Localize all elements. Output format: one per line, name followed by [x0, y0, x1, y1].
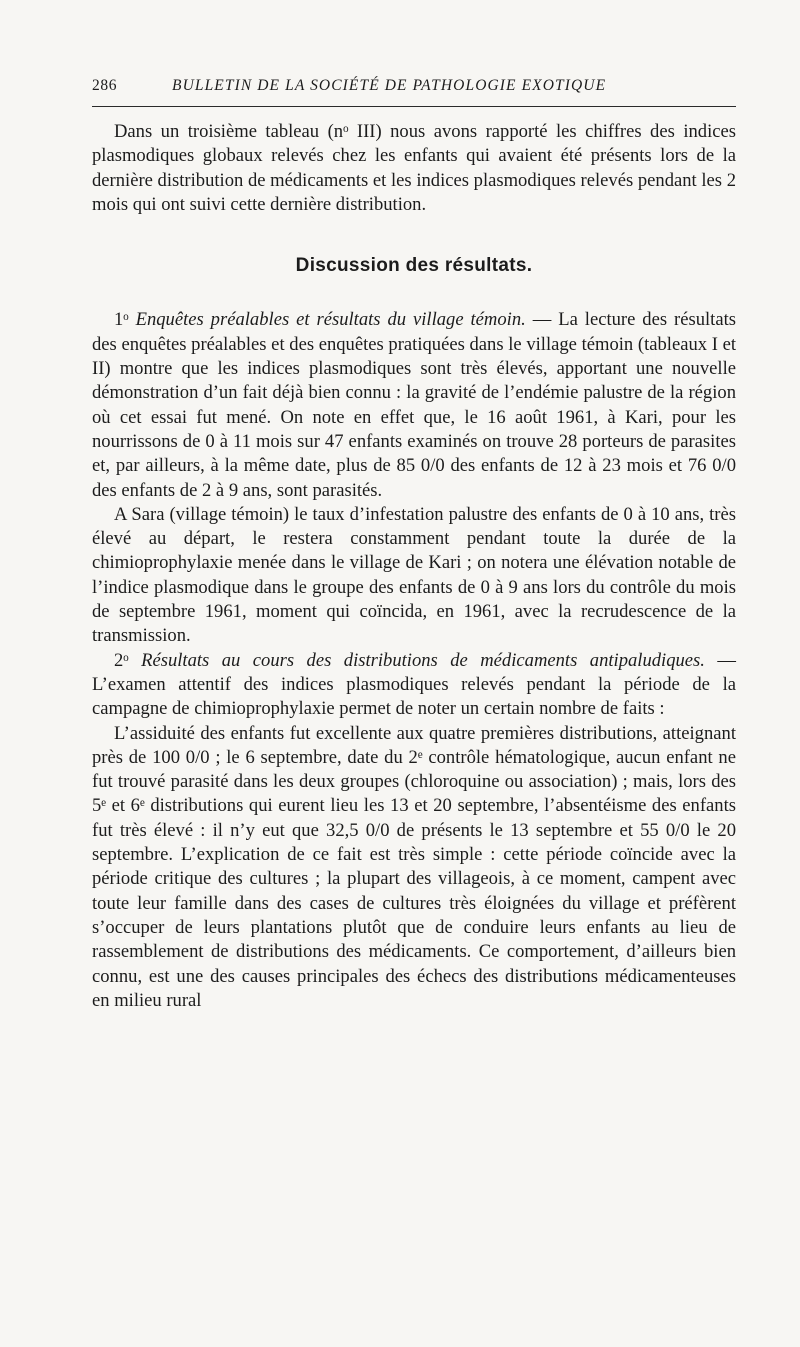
paragraph-text: — La lecture des résultats des enquêtes préalables et des enquêtes pratiquées dans le village témoin (tableaux I et II) montre que les indices plasmodiques sont très élevés, apportant une nouvelle démonstration d’un fait déjà bien connu : la gravité de l’endémie palustre de la région où cet essai fut mené. On note en effet que, le 16 août 1961, à Kari, pour les nourrissons de 0 à 11 mois sur 47 enfants examinés on trouve 28 porteurs de parasites et, par ailleurs, à la même date, plus de 85 0/0 des enfants de 12 à 23 mois et 76 0/0 des enfants de 2 à 9 ans, sont parasités.	[92, 309, 736, 501]
item-title: Enquêtes préalables et résultats du village témoin.	[135, 309, 526, 331]
paragraph-distributions	[92, 649, 736, 722]
paragraph-village-temoin	[92, 308, 736, 502]
section-heading: Discussion des résultats.	[295, 255, 533, 277]
paragraph-sara: A Sara (village témoin) le taux d’infestation palustre des enfants de 0 à 10 ans, très élevé au départ, le restera constamment pendant toute la durée de la chimioprophylaxie menée dans le village de Kari ; on notera une élévation notable de l’indice plasmodique dans le groupe des enfants de 0 à 9 ans lors du contrôle du mois de septembre 1961, moment qui coïncida, en 1961, avec la recrudescence de la transmission.	[92, 503, 736, 647]
paragraph-intro: Dans un troisième tableau (nᵒ III) nous avons rapporté les chiffres des indices plasmodiques globaux relevés chez les enfants qui avaient été présents lors de la dernière distribution de médicaments et les indices plasmodiques relevés pendant les 2 mois qui ont suivi cette dernière distribution.	[92, 121, 736, 215]
journal-title: BULLETIN DE LA SOCIÉTÉ DE PATHOLOGIE EXOTIQUE	[172, 77, 607, 94]
header-rule	[92, 106, 736, 107]
item-number: 2ᵒ	[114, 649, 129, 671]
running-header	[92, 77, 736, 103]
item-title: Résultats au cours des distributions de médicaments antipaludiques.	[141, 649, 705, 671]
page-number: 286	[92, 77, 118, 94]
item-number: 1ᵒ	[114, 309, 129, 331]
body-text	[92, 120, 736, 1013]
paragraph-assiduite: L’assiduité des enfants fut excellente aux quatre premières distributions, atteignant près de 100 0/0 ; le 6 septembre, date du 2ᵉ contrôle hématologique, aucun enfant ne fut trouvé parasité dans les deux groupes (chloroquine ou association) ; mais, lors des 5ᵉ et 6ᵉ distributions qui eurent lieu les 13 et 20 septembre, l’absentéisme des enfants fut très élevé : il n’y eut que 32,5 0/0 de présents le 13 septembre et 55 0/0 le 20 septembre. L’explication de ce fait est très simple : cette période coïncide avec la période critique des cultures ; la plupart des villageois, à ce moment, campent avec toute leur famille dans des cases de cultures très éloignées du village et préfèrent s’occuper de leurs plantations plutôt que de conduire leurs enfants au lieu de rassemblement de distributions des médicaments. Ce comportement, d’ailleurs bien connu, est une des causes principales des échecs des distributions médicamenteuses en milieu rural	[92, 722, 736, 1011]
paragraph-text: — L’examen attentif des indices plasmodiques relevés pendant la période de la campagne de chimioprophylaxie permet de noter un certain nombre de faits :	[92, 649, 736, 720]
